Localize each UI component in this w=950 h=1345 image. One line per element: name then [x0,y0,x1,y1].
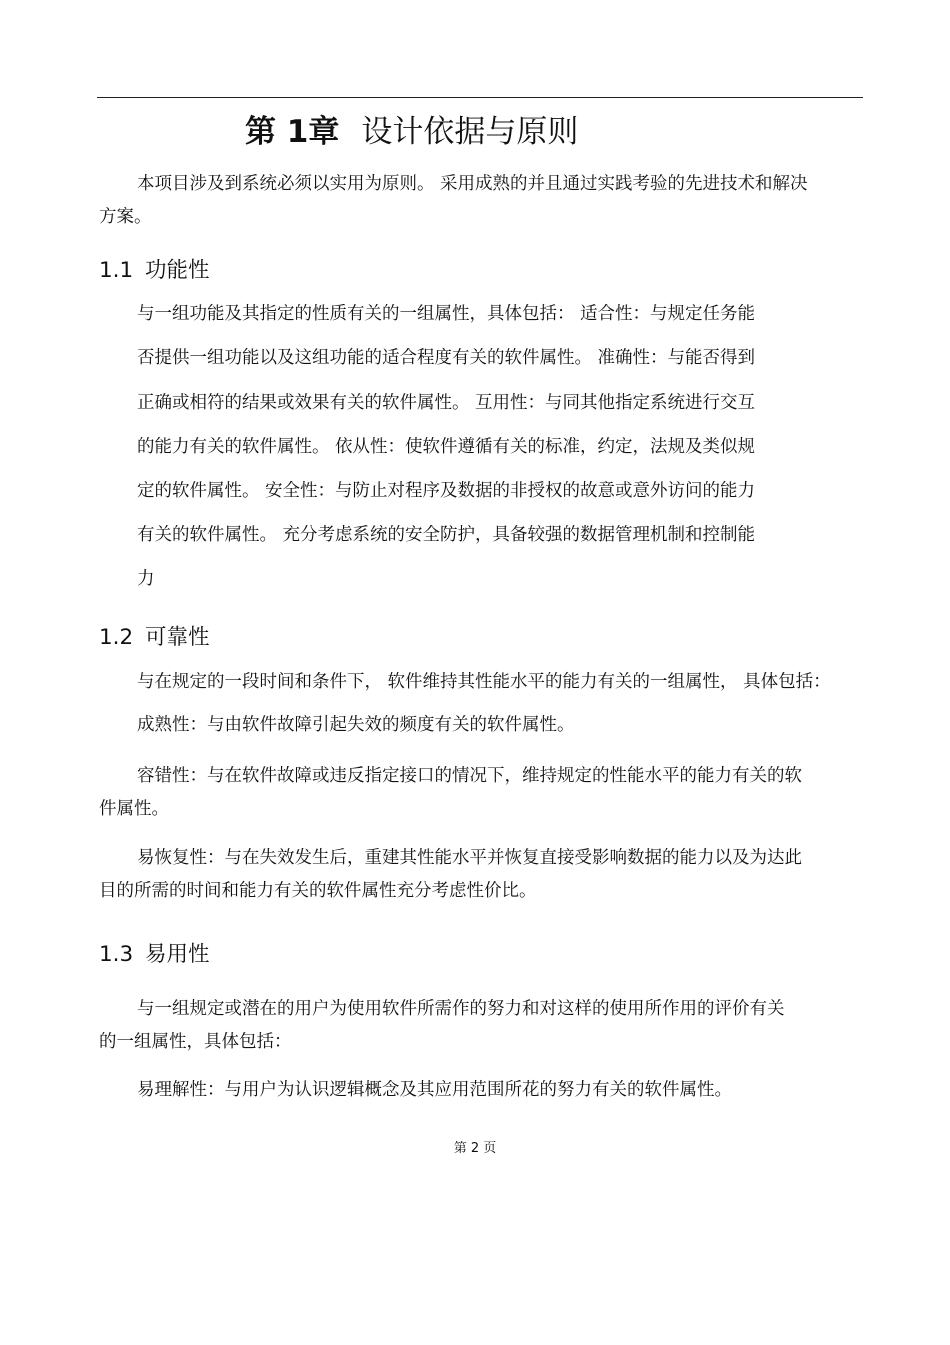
section-1-1-line: 力 [137,569,155,589]
header-rule [97,97,863,98]
section-1-1-line: 与一组功能及其指定的性质有关的一组属性，具体包括： 适合性：与规定任务能 [137,304,756,324]
section-1-1-line: 定的软件属性。 安全性：与防止对程序及数据的非授权的故意或意外访问的能力 [137,481,756,501]
section-1-1-line: 否提供一组功能以及这组功能的适合程度有关的软件属性。 准确性：与能否得到 [137,348,756,368]
section-1-2-line: 件属性。 [99,799,169,819]
section-1-2-line: 与在规定的一段时间和条件下， 软件维持其性能水平的能力有关的一组属性， 具体包括： [137,672,831,692]
section-1-3-line: 的一组属性，具体包括： [99,1032,292,1052]
section-1-2-line: 容错性：与在软件故障或违反指定接口的情况下，维持规定的性能水平的能力有关的软 [137,766,802,786]
chapter-number: 第 1章 [245,114,340,150]
section-title: 功能性 [145,258,210,283]
intro-line-1: 本项目涉及到系统必须以实用为原则。 采用成熟的并且通过实践考验的先进技术和解决 [137,174,808,194]
section-1-3-line: 易理解性：与用户为认识逻辑概念及其应用范围所花的努力有关的软件属性。 [137,1080,732,1100]
section-1-2-line: 易恢复性：与在失效发生后，重建其性能水平并恢复直接受影响数据的能力以及为达此 [137,848,802,868]
section-1-1-line: 正确或相符的结果或效果有关的软件属性。 互用性：与同其他指定系统进行交互 [137,393,756,413]
section-number: 1.3 [99,942,134,967]
section-heading-1-2 [99,624,210,652]
chapter-title [245,112,578,152]
section-1-2-line: 成熟性：与由软件故障引起失效的频度有关的软件属性。 [137,715,575,735]
chapter-title-text: 设计依据与原则 [361,114,579,150]
intro-line-2: 方案。 [99,207,152,227]
section-number: 1.1 [99,258,134,283]
section-1-1-line: 有关的软件属性。 充分考虑系统的安全防护，具备较强的数据管理机制和控制能 [137,525,756,545]
section-heading-1-3 [99,941,210,969]
section-title: 可靠性 [145,625,210,650]
page-number: 第 2 页 [453,1141,497,1156]
section-title: 易用性 [145,942,210,967]
section-1-1-line: 的能力有关的软件属性。 依从性：使软件遵循有关的标准，约定，法规及类似规 [137,437,756,457]
section-heading-1-1 [99,257,210,285]
section-number: 1.2 [99,625,134,650]
section-1-2-line: 目的所需的时间和能力有关的软件属性充分考虑性价比。 [99,881,537,901]
section-1-3-line: 与一组规定或潜在的用户为使用软件所需作的努力和对这样的使用所作用的评价有关 [137,999,785,1019]
